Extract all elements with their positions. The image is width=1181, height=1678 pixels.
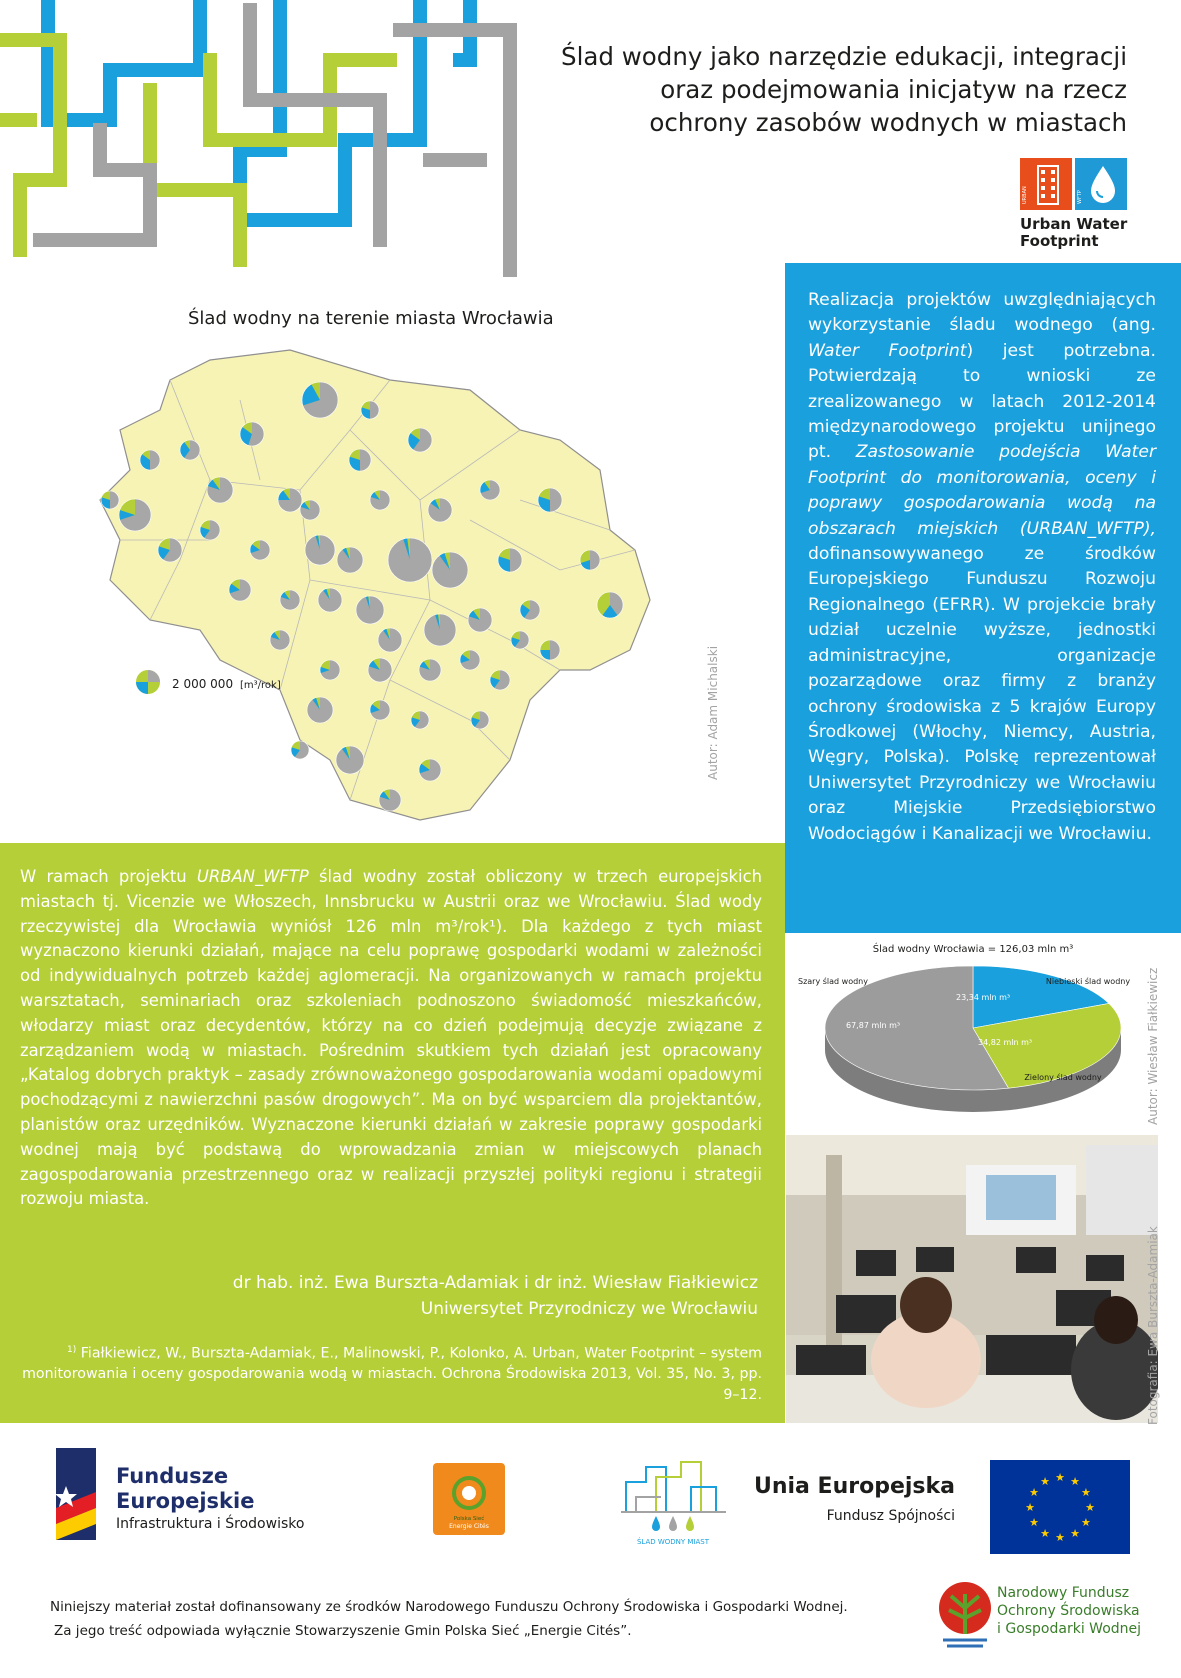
district-pie: [101, 491, 119, 509]
intro-text-part-2: ) jest potrzebna. Potwierdzają to wnioski ze zrealizowanego w latach 2012-2014 międzynarodowego projektu unijnego pt.: [808, 340, 1156, 463]
district-pie: [307, 697, 333, 723]
district-pie: [140, 450, 160, 470]
district-pie: [207, 477, 233, 503]
district-pie: [498, 548, 522, 572]
intro-text-italic-1: Water Footprint: [808, 340, 967, 361]
district-pie: [460, 650, 480, 670]
eu-star-icon: ★: [1040, 1475, 1050, 1489]
map-title: Ślad wodny na terenie miasta Wrocławia: [188, 308, 554, 329]
district-pie: [305, 535, 335, 565]
eu-star-icon: ★: [1085, 1501, 1095, 1514]
ec-line-1: Polska Sieć: [453, 1516, 485, 1522]
unia-europejska-logo: [753, 1460, 1130, 1560]
intro-text-italic-2: Zastosowanie podejścia Water Footprint do monitorowania, oceny i poprawy gospodarowania wodą na obszarach miejskich (URBAN_WFTP),: [808, 442, 1157, 539]
nfos-line-3: i Gospodarki Wodnej: [997, 1621, 1142, 1637]
district-pie: [119, 499, 151, 531]
district-pie: [320, 660, 340, 680]
ue-subtitle: Fundusz Spójności: [826, 1508, 955, 1524]
district-pie: [361, 401, 379, 419]
district-pie: [511, 631, 529, 649]
eu-star-icon: ★: [1081, 1516, 1091, 1529]
logo-tile-left-text: URBAN: [1022, 186, 1028, 204]
district-pie: [200, 520, 220, 540]
eu-star-icon: ★: [1029, 1516, 1039, 1529]
title-line-1: Ślad wodny jako narzędzie edukacji, integracji: [561, 42, 1127, 71]
ue-title: Unia Europejska: [753, 1474, 955, 1499]
district-pie: [490, 670, 510, 690]
map-legend-unit: [m³/rok]: [240, 680, 281, 691]
swm-label: ŚLAD WODNY MIAST: [636, 1538, 710, 1546]
district-pie: [432, 552, 468, 588]
water-drop-icon: [1075, 158, 1127, 210]
district-pie: [280, 590, 300, 610]
fe-program: Infrastruktura i Środowisko: [116, 1516, 305, 1532]
district-pie: [411, 711, 429, 729]
district-pie: [229, 579, 251, 601]
slad-wodny-miast-logo: [616, 1452, 736, 1552]
eu-star-icon: ★: [1055, 1531, 1065, 1544]
decorative-skyline-lines: [0, 0, 520, 280]
water-footprint-pie-chart: [788, 938, 1158, 1128]
eu-flag-icon: [990, 1460, 1130, 1554]
nfos-line-2: Ochrony Środowiska: [997, 1603, 1140, 1619]
district-pie: [520, 600, 540, 620]
footnote-text: Fiałkiewicz, W., Burszta-Adamiak, E., Malinowski, P., Kolonko, A. Urban, Water Footprint – system monitorowania i oceny gospodarowania wodą w miastach. Ochrona Środowiska 2013, Vol. 35, No. 3, pp. 9–12.: [22, 1345, 762, 1403]
legend-label-gray: Szary ślad wodny: [798, 977, 868, 986]
nfosigw-logo: [935, 1574, 1175, 1674]
district-pie: [240, 422, 264, 446]
body-text-italic: URBAN_WFTP: [196, 867, 309, 886]
eu-star-icon: ★: [1025, 1501, 1035, 1514]
district-pie: [480, 480, 500, 500]
disclaimer-line-1: Niniejszy materiał został dofinansowany ze środków Narodowego Funduszu Ochrony Środowiska i Gospodarki Wodnej.: [50, 1599, 848, 1615]
district-pie: [370, 490, 390, 510]
disclaimer-line-2: Za jego treść odpowiada wyłącznie Stowarzyszenie Gmin Polska Sieć „Energie Cités”.: [54, 1623, 632, 1639]
map-credit: Autor: Adam Michalski: [706, 645, 720, 780]
district-pie: [300, 500, 320, 520]
district-pie: [428, 498, 452, 522]
nfos-line-1: Narodowy Fundusz: [997, 1585, 1130, 1601]
classroom-photo: [786, 1135, 1158, 1423]
authors-affiliation: Uniwersytet Przyrodniczy we Wrocławiu: [420, 1299, 758, 1319]
district-pie: [337, 547, 363, 573]
authors-block: [58, 1270, 758, 1322]
district-pie: [419, 759, 441, 781]
eu-star-icon: ★: [1070, 1475, 1080, 1489]
body-text-part-2: ślad wodny został obliczony w trzech europejskich miastach tj. Vicenzie we Włoszech, Innsbrucku w Austrii oraz we Wrocławiu. Ślad wody rzeczywistej dla Wrocławia wyniósł 126 mln m³/rok¹). Dla każdego z tych miast wyznaczono kierunki działań, mające na celu poprawę gospodarki wodami w zależności od indywidualnych potrzeb każdej aglomeracji. Na organizowanych w ramach projektu warsztatach, seminariach oraz szkoleniach podnoszono świadomość mieszkańców, włodarzy miast oraz decydentów, którzy na co dzień podejmują decyzje związane z zarządzaniem wodą w miastach. Pośrednim skutkiem tych działań jest opracowany „Katalog dobrych praktyk – zasady zrównoważonego gospodarowania wodami opadowymi pochodzącymi z nawierzchni pasów drogowych”. Ma on być wsparciem dla projektantów, planistów oraz urzędników. Wyznaczone kierunki działań w zakresie poprawy gospodarki wodnej mają być podstawą do wprowadzania zmian w miejscowych planach zagospodarowania przestrzennego oraz w realizacji przyszłej polityki regionu i strategii rozwoju miasta.: [20, 867, 762, 1209]
district-pie: [471, 711, 489, 729]
district-pie: [250, 540, 270, 560]
footnote: [20, 1340, 762, 1405]
footnote-mark: 1): [67, 1345, 77, 1355]
district-pie: [318, 588, 342, 612]
urban-water-footprint-logo: [1020, 158, 1128, 250]
fe-name-line-2: Europejskie: [116, 1489, 255, 1513]
district-pie: [349, 449, 371, 471]
fe-flag-icon: [52, 1448, 96, 1540]
district-pie: [468, 608, 492, 632]
district-pie: [538, 488, 562, 512]
city-outline: [100, 350, 650, 820]
district-pie: [540, 640, 560, 660]
eu-star-icon: ★: [1029, 1486, 1039, 1499]
logo-name-line-1: Urban Water: [1020, 215, 1128, 233]
district-pie: [368, 658, 392, 682]
district-pie: [158, 538, 182, 562]
ec-line-2: Energie Cités: [449, 1523, 489, 1530]
title-line-2: oraz podejmowania inicjatyw na rzecz: [660, 75, 1127, 104]
fe-name-line-1: Fundusze: [116, 1464, 229, 1488]
district-pie: [336, 746, 364, 774]
district-pie: [270, 630, 290, 650]
district-pie: [302, 382, 338, 418]
intro-text: [808, 288, 1156, 847]
nfos-tree-icon: [935, 1574, 995, 1654]
eu-star-icon: ★: [1055, 1471, 1065, 1484]
funding-disclaimer: [50, 1595, 848, 1643]
building-icon: [1020, 158, 1072, 210]
logo-tile-right-text: WFTP: [1077, 190, 1083, 204]
chart-title: Ślad wodny Wrocławia = 126,03 mln m³: [872, 944, 1074, 955]
eu-star-icon: ★: [1040, 1526, 1050, 1540]
intro-text-part-1: Realizacja projektów uwzględniających wykorzystanie śladu wodnego (ang.: [808, 290, 1156, 336]
energie-cites-logo: [433, 1463, 505, 1535]
fundusze-europejskie-logo: [52, 1448, 342, 1548]
legend-label-green: Zielony ślad wodny: [1024, 1073, 1102, 1082]
district-pie: [370, 700, 390, 720]
value-label-blue: 23,34 mln m³: [956, 993, 1011, 1002]
district-pie: [388, 538, 432, 582]
body-text-part-1: W ramach projektu: [20, 867, 197, 886]
chart-credit: Autor: Wiesław Fiałkiewicz: [1146, 967, 1160, 1125]
eu-star-icon: ★: [1070, 1526, 1080, 1540]
wroclaw-water-footprint-map: [90, 340, 750, 840]
district-pie: [378, 628, 402, 652]
value-label-gray: 67,87 mln m³: [846, 1021, 901, 1030]
district-pie: [379, 789, 401, 811]
district-pie: [408, 428, 432, 452]
logo-name-line-2: Footprint: [1020, 232, 1099, 250]
district-pie: [356, 596, 384, 624]
eu-star-icon: ★: [1081, 1486, 1091, 1499]
value-label-green: 34,82 mln m³: [978, 1038, 1033, 1047]
authors-names: dr hab. inż. Ewa Burszta-Adamiak i dr inż. Wiesław Fiałkiewicz: [232, 1273, 758, 1293]
legend-label-blue: Niebieski ślad wodny: [1045, 977, 1131, 986]
title-line-3: ochrony zasobów wodnych w miastach: [649, 108, 1127, 137]
district-pie: [278, 488, 302, 512]
district-pie: [580, 550, 600, 570]
district-pie: [180, 440, 200, 460]
district-pie: [291, 741, 309, 759]
district-pie: [597, 592, 623, 618]
intro-text-part-3: dofinansowywanego ze środków Europejskiego Funduszu Rozwoju Regionalnego (EFRR). W projekcie brały udział uczelnie wyższe, jednostki administracyjne, organizacje pozarządowe oraz firmy z branży ochrony środowiska z 5 krajów Europy Środkowej (Włochy, Niemcy, Austria, Węgry, Polska). Polskę reprezentował Uniwersytet Przyrodniczy we Wrocławiu oraz Miejskie Przedsiębiorstwo Wodociągów i Kanalizacji we Wrocławiu.: [808, 544, 1156, 844]
district-pie: [419, 659, 441, 681]
body-text: [20, 865, 762, 1212]
district-pie: [424, 614, 456, 646]
poster-title: [487, 40, 1127, 139]
map-legend-value: 2 000 000: [172, 677, 234, 691]
photo-credit: Fotografia: Ewa Burszta-Adamiak: [1146, 1226, 1160, 1425]
